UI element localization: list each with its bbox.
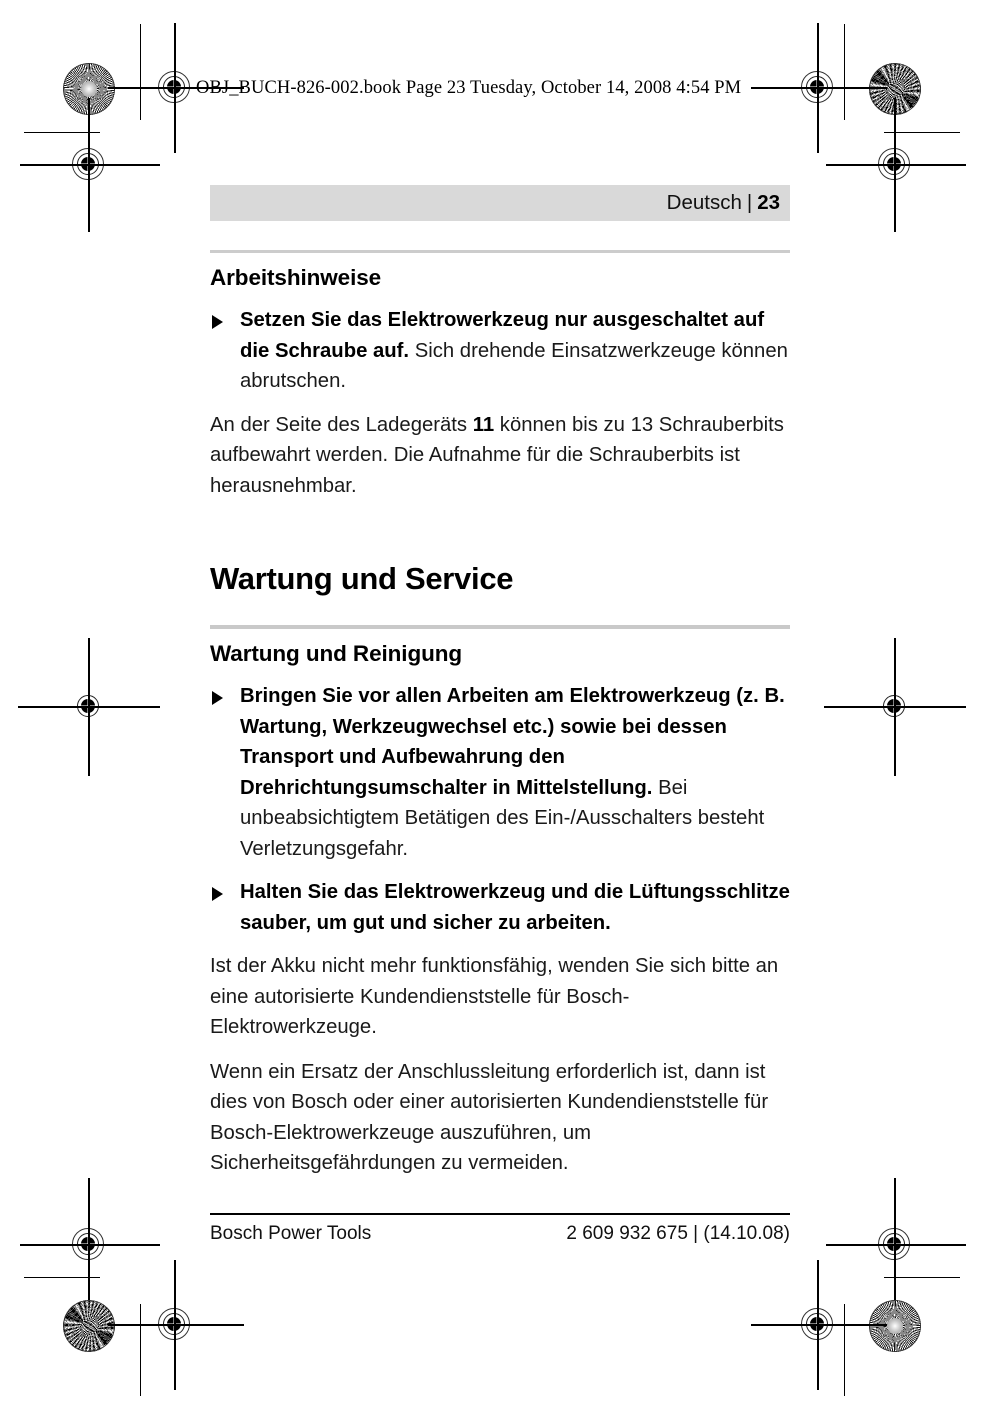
reg-v-line [88,98,89,232]
footer-right-text: 2 609 932 675 | (14.10.08) [566,1223,790,1245]
trim-line-right-top [844,24,845,120]
bullet-body: Sich drehende Einsatzwerkzeuge können abrutschen. [240,339,788,392]
footer-row [210,1223,790,1245]
footer-left-text: Bosch Power Tools [210,1223,372,1245]
reg-v-line [817,1260,818,1390]
heading-arbeitshinweise: Arbeitshinweise [210,265,382,290]
trim-line-top-left-horizontal [24,132,100,133]
running-head [196,78,741,99]
registration-mark-bottom-left [152,1302,198,1348]
reg-v-line [894,98,895,232]
registration-mark-lower-left-inner [66,1222,112,1268]
bullet-text [240,877,790,938]
registration-mark-lower-right-inner [872,1222,918,1268]
registration-mark-mid-left [66,684,112,730]
reg-h-line [826,1244,966,1245]
page-number: 23 [757,191,780,214]
bullet-text [240,305,790,397]
reg-v-line [894,638,895,776]
trim-line-bottom-left-horizontal [24,1277,100,1278]
rosette-target-bottom-right [869,1300,921,1352]
bullet-body: Bei unbeabsichtigtem Betätigen des Ein-/Ausschalters besteht Verletzungsgefahr. [240,776,765,860]
registration-mark-top-left [152,65,198,111]
registration-mark-top-right [795,65,841,111]
reg-h-line [20,164,160,165]
trim-line-left-bottom [140,1304,141,1396]
paragraph-ladegeraet [210,410,790,502]
bullet-item [210,877,790,938]
vertical-spacer [210,597,790,625]
bullet-item [210,305,790,397]
bullet-lead-in: Setzen Sie das Elektrowerkzeug nur ausgeschaltet auf die Schraube auf. [240,309,765,362]
reg-v-line [894,1178,895,1312]
bullet-lead-in: Halten Sie das Elektrowerkzeug und die Lüftungsschlitze sauber, um gut und sicher zu arbeiten. [240,881,790,934]
reg-h-line [826,164,966,165]
paragraph-part-b: können bis zu 13 Schrauberbits aufbewahrt werden. Die Aufnahme für die Schrauberbits ist herausnehmbar. [210,413,784,497]
bullet-lead-in: Bringen Sie vor allen Arbeiten am Elektrowerkzeug (z. B. Wartung, Werkzeugwechsel etc.) sowie bei dessen Transport und Aufbewahrung den Drehrichtungsumschalter in Mittelstellung. [240,685,785,799]
bullet-text [240,681,790,864]
triangle-bullet-icon [212,887,223,901]
vertical-spacer [210,515,790,561]
trim-line-left-top [140,24,141,120]
page-footer [210,1213,790,1245]
reg-h-line [20,1244,160,1245]
content-column [210,250,790,1193]
reg-v-line [174,23,175,153]
language-label: Deutsch [666,191,742,214]
reg-v-line [88,1178,89,1312]
reg-v-line [817,23,818,153]
registration-mark-bottom-right [795,1302,841,1348]
chapter-divider-rule [210,625,790,629]
reg-v-line [174,1260,175,1390]
reg-v-line [88,638,89,776]
section-divider-rule [210,250,790,253]
footer-rule [210,1213,790,1215]
part-reference-number: 11 [472,413,495,436]
rosette-edge [63,1300,115,1352]
registration-mark-mid-right [872,684,918,730]
running-head-text: OBJ_BUCH-826-002.book Page 23 Tuesday, October 14, 2008 4:54 PM [196,78,742,98]
trim-line-right-bottom [844,1304,845,1396]
registration-mark-upper-left-inner [66,142,112,188]
trim-line-bottom-right-horizontal [884,1277,960,1278]
heading-wartung-und-reinigung: Wartung und Reinigung [210,641,463,666]
reg-h-line [108,1324,244,1325]
rosette-edge [869,1300,921,1352]
triangle-bullet-icon [212,691,223,705]
reg-h-line [751,1324,887,1325]
trim-line-top-right-horizontal [884,132,960,133]
reg-h-line [751,87,887,88]
rosette-target-bottom-left [63,1300,115,1352]
header-separator: | [746,191,753,214]
paragraph-part-a: An der Seite des Ladegeräts [210,413,473,436]
paragraph-anschlussleitung: Wenn ein Ersatz der Anschlussleitung erforderlich ist, dann ist dies von Bosch oder einer autorisierten Kundendienststelle für Bosch-Elektrowerkzeuge auszuführen, um Sicherheitsgefährdungen zu vermeiden. [210,1060,769,1174]
paragraph-akku: Ist der Akku nicht mehr funktionsfähig, wenden Sie sich bitte an eine autorisierte Kundendienststelle für Bosch-Elektrowerkzeuge. [210,955,779,1038]
bullet-item [210,681,790,864]
registration-mark-upper-right-inner [872,142,918,188]
heading-wartung-und-service: Wartung und Service [210,561,514,596]
page-header-bar [210,185,790,221]
triangle-bullet-icon [212,315,223,329]
